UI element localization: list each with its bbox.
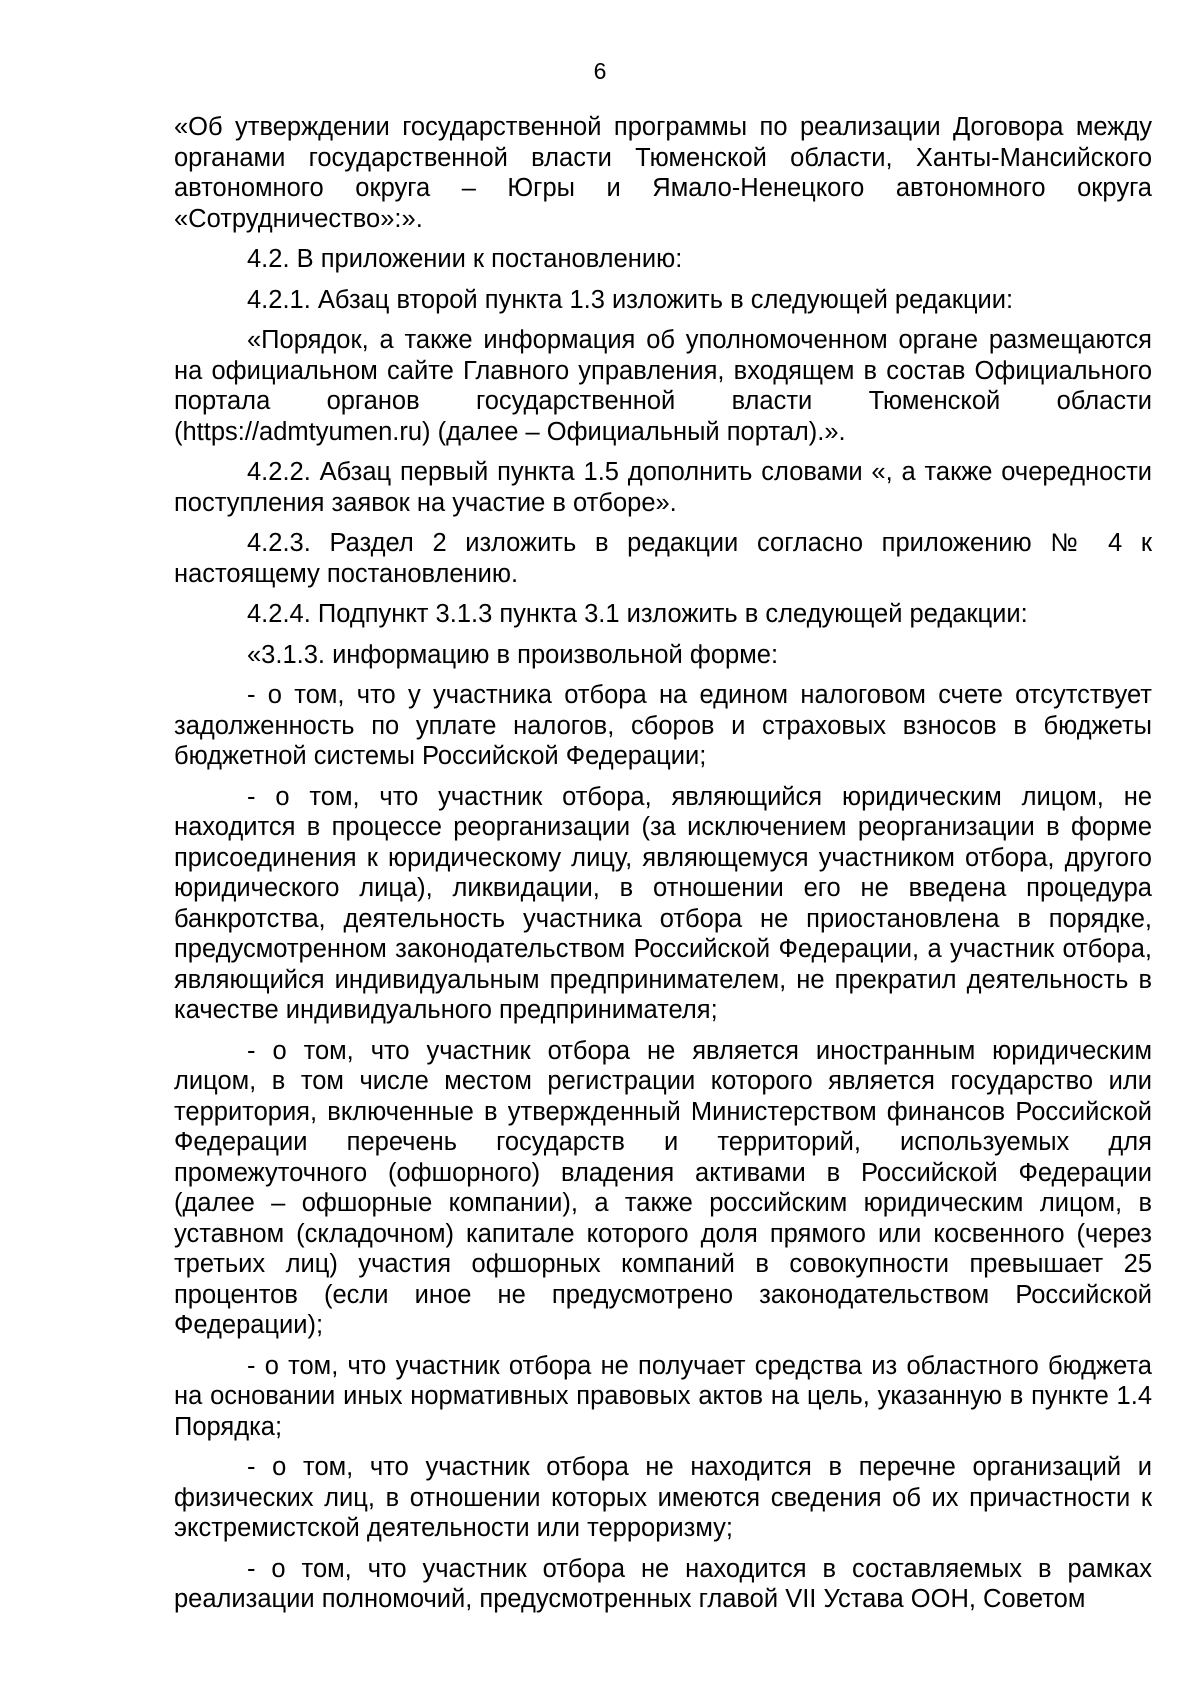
list-item-regional-budget: - о том, что участник отбора не получает средства из областного бюджета на основании иных нормативных правовых актов на цель, указанную в пункте 1.4 Порядка; [174, 1351, 1152, 1441]
paragraph-4-2-4: 4.2.4. Подпункт 3.1.3 пункта 3.1 изложить в следующей редакции: [247, 600, 1028, 628]
document-body [174, 112, 1152, 1625]
paragraph-4-2-2: 4.2.2. Абзац первый пункта 1.5 дополнить словами «, а также очередности поступления заявок на участие в отборе». [174, 458, 1152, 517]
paragraph-order-quote: «Порядок, а также информация об уполномоченном органе размещаются на официальном сайте Главного управления, входящем в состав Официального портала органов государственной власти Тюменской области (https://admtyumen.ru) (далее – Официальный портал).». [174, 326, 1152, 446]
list-item-extremism: - о том, что участник отбора не находится в перечне организаций и физических лиц, в отношении которых имеются сведения об их причастности к экстремистской деятельности или терроризму; [174, 1453, 1152, 1542]
paragraph-4-2-1: 4.2.1. Абзац второй пункта 1.3 изложить в следующей редакции: [247, 285, 1014, 314]
list-item-tax-debt: - о том, что у участника отбора на едином налоговом счете отсутствует задолженность по уплате налогов, сборов и страховых взносов в бюджеты бюджетной системы Российской Федерации; [174, 681, 1152, 770]
list-item-reorganization: - о том, что участник отбора, являющийся юридическим лицом, не находится в процессе реорганизации (за исключением реорганизации в форме присоединения к юридическому лицу, являющемуся участником отбора, другого юридического лица), ликвидации, в отношении его не введена процедура банкротства, деятельность участника отбора не приостановлена в порядке, предусмотренном законодательством Российской Федерации, а участник отбора, являющийся индивидуальным предпринимателем, не прекратил деятельность в качестве индивидуального предпринимателя; [174, 782, 1152, 1024]
list-item-un-charter: - о том, что участник отбора не находится в составляемых в рамках реализации полномочий, предусмотренных главой VII Устава ООН, Советом [174, 1554, 1152, 1613]
page-number: 6 [593, 58, 607, 84]
paragraph-4-2: 4.2. В приложении к постановлению: [247, 245, 683, 273]
paragraph-program-title: «Об утверждении государственной программы по реализации Договора между органами государственной власти Тюменской области, Ханты-Мансийского автономного округа – Югры и Ямало-Ненецкого автономного округа «Сотрудничество»:». [174, 113, 1152, 233]
paragraph-4-2-3: 4.2.3. Раздел 2 изложить в редакции согласно приложению № 4 к настоящему постановлению. [174, 529, 1152, 588]
list-item-offshore: - о том, что участник отбора не является иностранным юридическим лицом, в том числе местом регистрации которого является государство или территория, включенные в утвержденный Министерством финансов Российской Федерации перечень государств и территорий, используемых для промежуточного (офшорного) владения активами в Российской Федерации (далее – офшорные компании), а также российским юридическим лицом, в уставном (складочном) капитале которого доля прямого или косвенного (через третьих лиц) участия офшорных компаний в совокупности превышает 25 процентов (если иное не предусмотрено законодательством Российской Федерации); [174, 1036, 1152, 1339]
paragraph-3-1-3: «3.1.3. информацию в произвольной форме: [247, 640, 779, 669]
